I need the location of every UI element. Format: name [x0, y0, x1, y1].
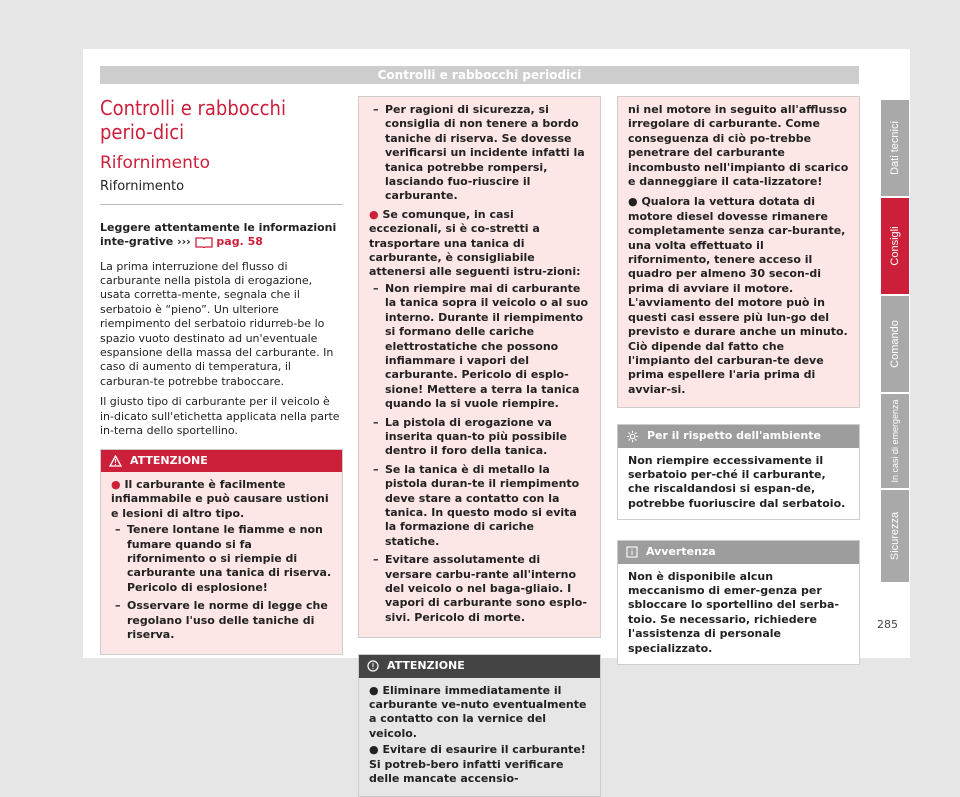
attention-bullet-2-text: Evitare di esaurire il carburante! Si potreb-bero infatti verificare delle mancate accensio-: [369, 743, 586, 786]
warning-bullet-text: Il carburante è facilmente infiammabile e può causare ustioni e lesioni di altro tipo.: [111, 477, 329, 520]
attention-box: [358, 654, 601, 797]
tab-sicurezza[interactable]: [881, 490, 909, 582]
subsection-label: Rifornimento: [100, 179, 185, 195]
dash-3: – La pistola di erogazione va inserita quan-to più possibile dentro il foro della tanica.: [369, 416, 590, 459]
tab-dati-tecnici[interactable]: [881, 100, 909, 196]
tab-label: Comando: [889, 320, 901, 368]
tab-label: Sicurezza: [889, 511, 901, 561]
lead-text: [100, 221, 343, 250]
warning-dash-1: – Tenere lontane le fiamme e non fumare quando si fa rifornimento o si riempie di carburante una tanica di riserva. Pericolo di esplosione!: [111, 523, 332, 595]
book-ref-icon: [195, 235, 213, 248]
running-header: Controlli e rabbocchi periodici: [100, 66, 859, 84]
bullet-dot-icon: ●: [369, 743, 383, 757]
tab-consigli[interactable]: [881, 198, 909, 294]
bullet-dot-icon: ●: [111, 477, 125, 491]
paragraph-2: Il giusto tipo di carburante per il veicolo è in-dicato sull'etichetta applicata nella parte in-terna dello sportellino.: [100, 395, 340, 438]
tab-label: Consigli: [889, 226, 901, 266]
warning-body: [101, 472, 342, 654]
column-2: [358, 96, 601, 797]
continued-text: ni nel motore in seguito all'afflusso irregolare di carburante. Come conseguenza di ciò po-trebbe penetrare del carburante incombusto nell'impianto di scarico e danneggiare il cata-lizzatore!: [628, 103, 849, 189]
dash-5: – Evitare assolutamente di versare carbu-rante all'interno del veicolo o nel baga-gliaio. I vapori di carburante sono esplo-sivi. Pericolo di morte.: [369, 553, 590, 625]
chapter-title: Controlli e rabbocchi perio-dici: [100, 96, 286, 144]
dash-4: – Se la tanica è di metallo la pistola duran-te il riempimento deve stare a contatto con la tanica. In questo modo si evita la formazione di cariche statiche.: [369, 463, 590, 549]
warning-continued-body-2: [618, 97, 859, 407]
bullet-dot-icon: ●: [369, 683, 383, 697]
paragraph-1: La prima interruzione del flusso di carburante nella pistola di erogazione, usata corretta-mente, segnala che il serbatoio è “pieno”. Un ulteriore riempimento del serbatoio ridurreb-be lo spazio vuoto destinato ad un'eventuale espansione della massa del carburante. In caso di aumento di temperatura, il carburan-te potrebbe traboccare.: [100, 259, 334, 388]
tab-comando[interactable]: [881, 296, 909, 392]
page-number: 285: [877, 618, 898, 631]
note-title: Avvertenza: [646, 545, 716, 559]
note-box: [617, 540, 860, 665]
diesel-bullet: [628, 195, 849, 397]
environment-header: [618, 425, 859, 447]
warning-triangle-icon: [109, 454, 122, 468]
attention-bullet-1: [369, 684, 590, 742]
note-header: [618, 541, 859, 563]
environment-body: Non riempire eccessivamente il serbatoio per-ché il carburante, che riscaldandosi si espan-de, potrebbe fuoriuscire dal serbatoio.: [618, 448, 859, 520]
section-title: Rifornimento: [100, 153, 210, 173]
leaf-icon: [626, 429, 639, 443]
warning-bullet: [111, 478, 332, 521]
attention-header: [359, 655, 600, 677]
tab-in-casi-di-emergenza[interactable]: [881, 394, 909, 488]
tab-label: Dati tecnici: [889, 121, 901, 175]
warning-continued-body: [359, 97, 600, 637]
subsection-heading: [100, 180, 343, 204]
dash-2: – Non riempire mai di carburante la tanica sopra il veicolo o al suo interno. Durante il riempimento si formano delle cariche elettrostatiche che possono infiammare i vapori del carburante. Pericolo di esplo-sione! Mettere a terra la tanica quando la si vuole riempire.: [369, 282, 590, 412]
warning-title: ATTENZIONE: [130, 453, 208, 467]
info-circle-icon: [367, 659, 379, 673]
column-3: [617, 96, 860, 665]
warning-box: [100, 449, 343, 656]
tab-label: In casi di emergenza: [890, 399, 900, 483]
warning-continued-box-2: [617, 96, 860, 408]
warning-continued-box: [358, 96, 601, 638]
attention-body: [359, 678, 600, 797]
dash-1: – Per ragioni di sicurezza, si consiglia di non tenere a bordo taniche di riserva. Se dovesse verificarsi un incidente infatti la tanica potrebbe rompersi, lasciando fuo-riuscire il carburante.: [369, 103, 590, 204]
note-icon: [626, 545, 638, 559]
attention-bullet-2: [369, 743, 590, 786]
lead-intro: Leggere attentamente le informazioni inte-grative ›››: [100, 220, 337, 249]
column-1: [100, 96, 343, 655]
warning-dash-2: – Osservare le norme di legge che regolano l'uso delle taniche di riserva.: [111, 599, 332, 642]
bullet-dot-icon: ●: [369, 207, 383, 221]
bullet-dot-icon: ●: [628, 195, 642, 209]
environment-box: [617, 424, 860, 520]
attention-bullet-1-text: Eliminare immediatamente il carburante ve-nuto eventualmente a contatto con la vernice del veicolo.: [369, 683, 587, 740]
environment-title: Per il rispetto dell'ambiente: [647, 429, 821, 443]
warning-header: [101, 450, 342, 472]
page-ref-link[interactable]: pag. 58: [216, 235, 263, 249]
note-body: Non è disponibile alcun meccanismo di emer-genza per sbloccare lo sportellino del serba-toio. Se necessario, richiedere l'assistenza di personale specializzato.: [618, 564, 859, 664]
diesel-bullet-text: Qualora la vettura dotata di motore diesel dovesse rimanere completamente senza car-burante, una volta effettuato il rifornimento, tenere acceso il quadro per almeno 30 secon-di prima di avviare il motore. L'avviamento del motore può in questi casi essere più lun-go del previsto e durare anche un minuto. Ciò dipende dal fatto che l'impianto del carburan-te deve prima espellere l'aria prima di avviar-si.: [628, 195, 848, 396]
bullet-1-text: Se comunque, in casi eccezionali, si è co-stretti a trasportare una tanica di carburante, è consigliabile attenersi alle seguenti istru-zioni:: [369, 207, 581, 279]
attention-title: ATTENZIONE: [387, 659, 465, 673]
bullet-1: [369, 208, 590, 280]
